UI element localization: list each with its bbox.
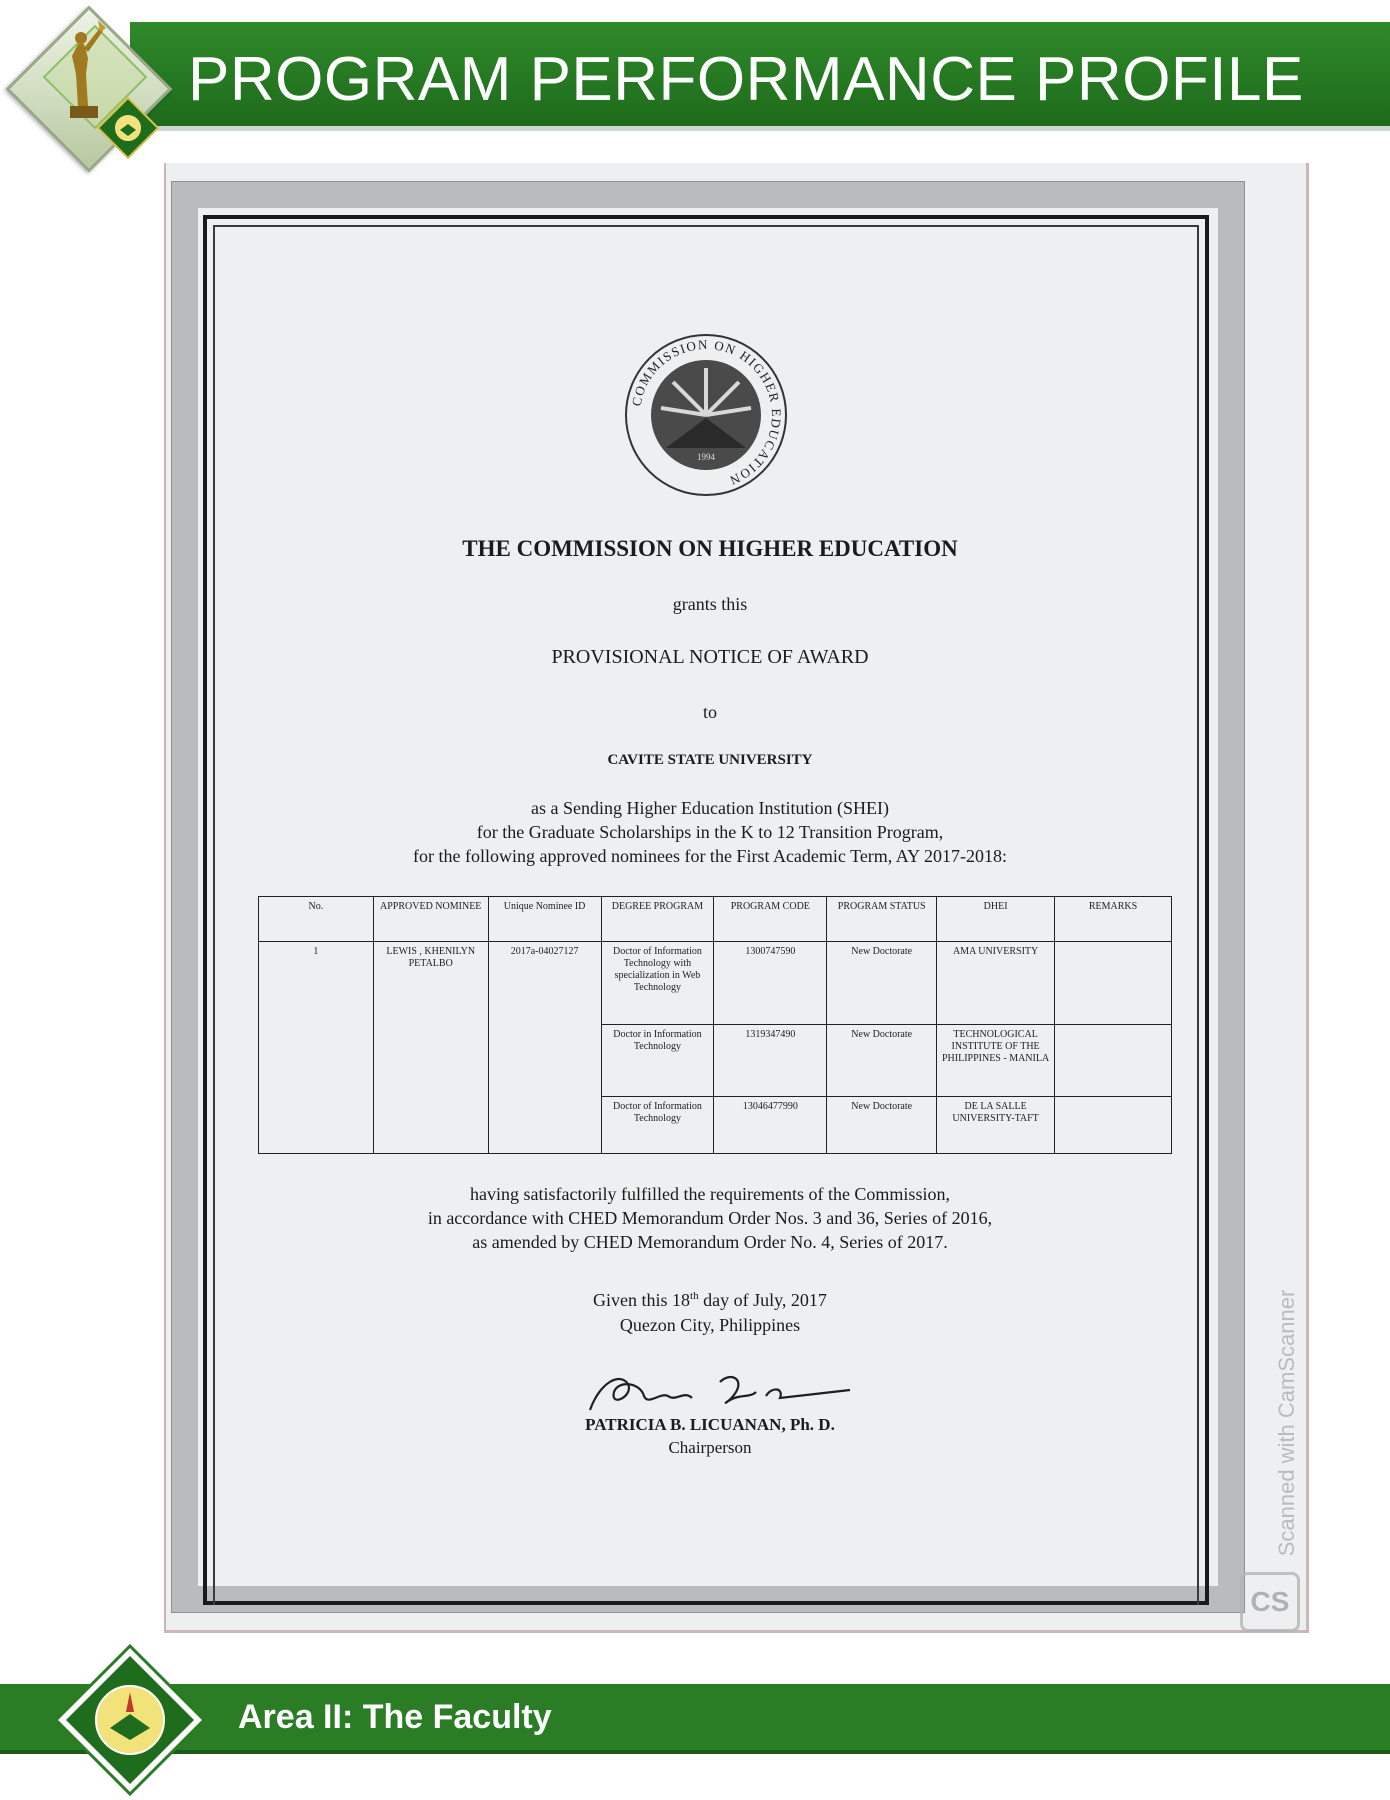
scanner-watermark — [1272, 1230, 1302, 1630]
given-date-prefix: Given this 18 — [593, 1290, 691, 1310]
signatory-name: PATRICIA B. LICUANAN, Ph. D. — [585, 1415, 835, 1434]
area-title: Area II: The Faculty — [238, 1698, 552, 1736]
signature-icon — [580, 1362, 860, 1422]
seal-text: COMMISSION ON HIGHER EDUCATION — [628, 336, 785, 489]
column-header-code: PROGRAM CODE — [714, 897, 827, 942]
cell-code: 1300747590 — [714, 942, 827, 1025]
cell-remarks — [1055, 1024, 1172, 1097]
given-date — [220, 1284, 1200, 1338]
cell-remarks — [1055, 1097, 1172, 1154]
cell-code: 1319347490 — [714, 1024, 827, 1097]
cell-dhei: DE LA SALLE UNIVERSITY-TAFT — [937, 1097, 1055, 1154]
column-header-degree: DEGREE PROGRAM — [601, 897, 714, 942]
cell-status: New Doctorate — [827, 942, 937, 1025]
issuer-heading: THE COMMISSION ON HIGHER EDUCATION — [462, 536, 958, 561]
fulfillment-text — [220, 1182, 1200, 1254]
university-logo-icon — [50, 1640, 210, 1800]
recipient-name: CAVITE STATE UNIVERSITY — [607, 752, 813, 768]
cell-remarks — [1055, 942, 1172, 1025]
given-date-ordinal: th — [690, 1290, 699, 1302]
column-header-dhei: DHEI — [937, 897, 1055, 942]
column-header-no: No. — [259, 897, 374, 942]
grants-text: grants this — [672, 594, 748, 614]
camscanner-badge: CS — [1240, 1572, 1300, 1632]
award-description-line: as a Sending Higher Education Institution (SHEI) — [531, 798, 889, 818]
column-header-status: PROGRAM STATUS — [827, 897, 937, 942]
award-description-line: for the following approved nominees for the First Academic Term, AY 2017-2018: — [413, 846, 1007, 866]
cell-degree: Doctor of Information Technology — [601, 1097, 714, 1154]
page-title: PROGRAM PERFORMANCE PROFILE — [188, 45, 1304, 114]
scanner-watermark-text: Scanned with CamScanner — [1274, 1289, 1299, 1557]
cell-status: New Doctorate — [827, 1024, 937, 1097]
column-header-remarks: REMARKS — [1055, 897, 1172, 942]
university-seal-icon — [96, 96, 160, 160]
award-description-line: for the Graduate Scholarships in the K to 12 Transition Program, — [476, 822, 944, 842]
notice-title: PROVISIONAL NOTICE OF AWARD — [551, 646, 869, 668]
given-date-line — [220, 1284, 1200, 1313]
cell-degree: Doctor of Information Technology with specialization in Web Technology — [601, 942, 714, 1025]
column-header-nominee-id: Unique Nominee ID — [488, 897, 601, 942]
cell-dhei: TECHNOLOGICAL INSTITUTE OF THE PHILIPPINES - MANILA — [937, 1024, 1055, 1097]
table-row — [259, 942, 1172, 1025]
to-text: to — [702, 702, 717, 722]
column-header-nominee: APPROVED NOMINEE — [373, 897, 488, 942]
given-date-suffix: day of July, 2017 — [698, 1290, 827, 1310]
cell-status: New Doctorate — [827, 1097, 937, 1154]
cell-nominee: LEWIS , KHENILYN PETALBO — [373, 942, 488, 1154]
fulfillment-line: in accordance with CHED Memorandum Order Nos. 3 and 36, Series of 2016, — [427, 1208, 993, 1228]
cell-nominee-id: 2017a-04027127 — [488, 942, 601, 1154]
cell-no: 1 — [259, 942, 374, 1154]
signatory-title: Chairperson — [668, 1438, 752, 1457]
cell-code: 13046477990 — [714, 1097, 827, 1154]
table-header-row — [259, 897, 1172, 942]
award-description — [220, 796, 1200, 868]
fulfillment-line: as amended by CHED Memorandum Order No. 4, Series of 2017. — [472, 1232, 948, 1252]
ched-seal-icon — [621, 330, 791, 500]
cell-degree: Doctor in Information Technology — [601, 1024, 714, 1097]
fulfillment-line: having satisfactorily fulfilled the requirements of the Commission, — [470, 1184, 950, 1204]
seal-year: 1994 — [697, 452, 715, 462]
cell-dhei: AMA UNIVERSITY — [937, 942, 1055, 1025]
nominee-table — [258, 896, 1172, 1154]
given-place: Quezon City, Philippines — [619, 1315, 801, 1335]
